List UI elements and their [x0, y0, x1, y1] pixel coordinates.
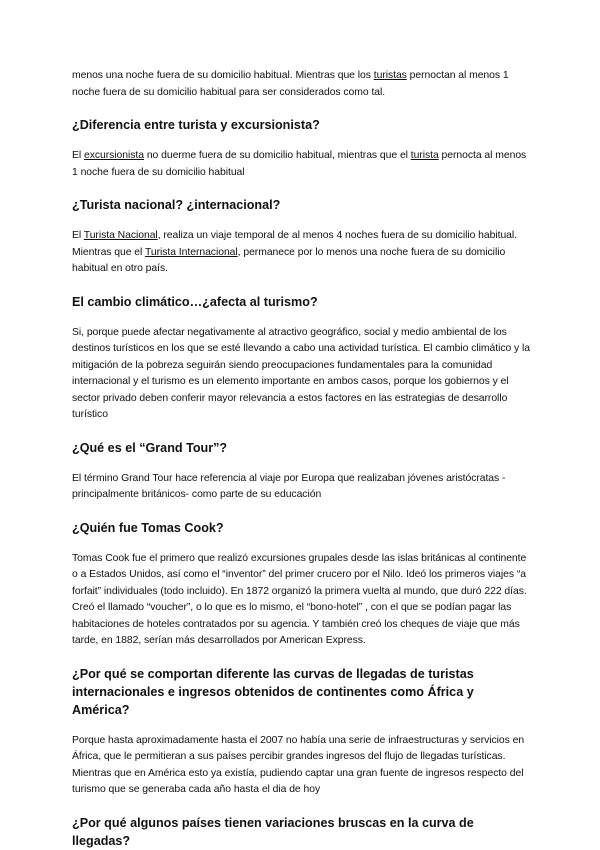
paragraph-grand-tour: El término Grand Tour hace referencia al viaje por Europa que realizaban jóvenes aristócratas -principalmente británicos- como parte de su educación: [72, 472, 506, 500]
heading-curvas-llegadas: ¿Por qué se comportan diferente las curvas de llegadas de turistas internacionales e ingresos obtenidos de continentes como África y América?: [72, 666, 474, 717]
intro-paragraph: menos una noche fuera de su domicilio habitual. Mientras que los turistas pernoctan al menos 1 noche fuera de su domicilio habitual para ser considerados como tal.: [72, 70, 509, 98]
document-body: [72, 68, 532, 850]
link-turista[interactable]: turista: [410, 150, 439, 161]
heading-diferencia: ¿Diferencia entre turista y excursionista?: [72, 118, 320, 132]
heading-cambio-climatico: El cambio climático…¿afecta al turismo?: [72, 294, 318, 309]
paragraph-tomas-cook: Tomas Cook fue el primero que realizó excursiones grupales desde las islas británicas al continente o a Estados Unidos, así como el “inventor” del primer crucero por el Nilo. Ideó los primeros viajes “a forfait” individuales (todo incluido). En 1872 organizó la primera vuelta al mundo, que duró 222 días. Creó el llamado “voucher”, o lo que es lo mismo, el “bono-hotel” , con el que se podían pagar las habitaciones de hoteles contratados por su agencia. Y también creó los cheques de viaje que más tarde, en 1882, serían más desarrollados por American Express.: [72, 552, 527, 646]
heading-turista-nacional: ¿Turista nacional? ¿internacional?: [72, 198, 281, 212]
paragraph-diferencia: El excursionista no duerme fuera de su domicilio habitual, mientras que el turista pernocta al menos 1 noche fuera de su domicilio habitual: [72, 150, 527, 178]
paragraph-curvas-llegadas: Porque hasta aproximadamente hasta el 2007 no había una serie de infraestructuras y servicios en África, que le permitieran a sus países percibir grandes ingresos del flujo de llegadas turísticas. Mientras que en América esto ya existía, pudiendo captar una gran fuente de ingresos respecto del turismo que se generaba cada año hasta el dia de hoy: [72, 734, 525, 795]
heading-tomas-cook: ¿Quién fue Tomas Cook?: [72, 520, 224, 535]
heading-variaciones-bruscas: ¿Por qué algunos países tienen variaciones bruscas en la curva de llegadas?: [72, 815, 474, 848]
link-turistas[interactable]: turistas: [373, 70, 407, 81]
link-excursionista[interactable]: excursionista: [83, 150, 144, 161]
heading-grand-tour: ¿Qué es el “Grand Tour”?: [72, 440, 228, 455]
link-turista-nacional[interactable]: Turista Nacional: [83, 230, 158, 241]
paragraph-cambio-climatico: Si, porque puede afectar negativamente al atractivo geográfico, social y medio ambiental de los destinos turísticos en los que se esté llevando a cabo una actividad turística. El cambio climático y la mitigación de la pobreza seguirán siendo preocupaciones fundamentales para la comunidad internacional y el turismo es un elemento importante en ambos casos, porque los gobiernos y el sector privado deben conferir mayor relevancia a estos factores en las estrategias de desarrollo turístico: [72, 326, 531, 420]
paragraph-turista-nacional: El Turista Nacional, realiza un viaje temporal de al menos 4 noches fuera de su domicilio habitual. Mientras que el Turista Internacional, permanece por lo menos una noche fuera de su domicilio habitual en otro país.: [72, 230, 517, 274]
link-turista-internacional[interactable]: Turista Internacional: [144, 246, 238, 258]
